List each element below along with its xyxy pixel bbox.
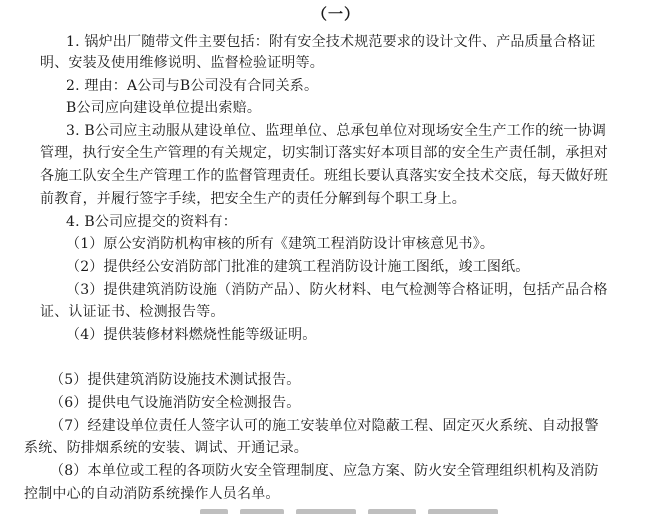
paragraph-3-line-2: 管理，执行安全生产管理的有关规定，切实制订落实好本项目部的安全生产责任制，承担对 <box>40 145 608 161</box>
section-heading: （一） <box>311 5 360 23</box>
list-item-8-line-1: （8）本单位或工程的各项防火安全管理制度、应急方案、防火安全管理组织机构及消防 <box>50 463 599 479</box>
list-item-4: （4）提供装修材料燃烧性能等级证明。 <box>66 327 317 343</box>
cropped-next-line <box>200 505 530 514</box>
list-item-6: （6）提供电气设施消防安全检测报告。 <box>50 395 301 411</box>
paragraph-4-heading: 4. B公司应提交的资料有： <box>66 214 237 230</box>
paragraph-3-line-4: 前教育，并履行签字手续，把安全生产的责任分解到每个职工身上。 <box>40 191 466 207</box>
list-item-2: （2）提供经公安消防部门批准的建筑工程消防设计施工图纸，竣工图纸。 <box>66 259 530 275</box>
list-item-7-line-2: 系统、防排烟系统的安装、调试、开通记录。 <box>24 440 308 456</box>
list-item-1: （1）原公安消防机构审核的所有《建筑工程消防设计审核意见书》。 <box>66 236 495 252</box>
paragraph-2-line-1: 2. 理由：A公司与B公司没有合同关系。 <box>66 78 319 94</box>
list-item-3-line-2: 证、认证证书、检测报告等。 <box>40 304 225 320</box>
paragraph-1-line-2: 明、安装及使用维修说明、监督检验证明等。 <box>40 55 324 71</box>
paragraph-3-line-3: 各施工队安全生产管理工作的监督管理责任。班组长要认真落实安全技术交底，每天做好班 <box>40 168 608 184</box>
paragraph-2-line-2: B公司应向建设单位提出索赔。 <box>66 100 262 116</box>
list-item-7-line-1: （7）经建设单位责任人签字认可的施工安装单位对隐蔽工程、固定灭火系统、自动报警 <box>50 418 599 434</box>
paragraph-1-line-1: 1. 锅炉出厂随带文件主要包括：附有安全技术规范要求的设计文件、产品质量合格证 <box>66 34 596 50</box>
list-item-3-line-1: （3）提供建筑消防设施（消防产品）、防火材料、电气检测等合格证明，包括产品合格 <box>66 282 608 298</box>
list-item-8-line-2: 控制中心的自动消防系统操作人员名单。 <box>24 486 280 502</box>
paragraph-3-line-1: 3. B公司应主动服从建设单位、监理单位、总承包单位对现场安全生产工作的统一协调 <box>66 123 607 139</box>
list-item-5: （5）提供建筑消防设施技术测试报告。 <box>50 372 301 388</box>
